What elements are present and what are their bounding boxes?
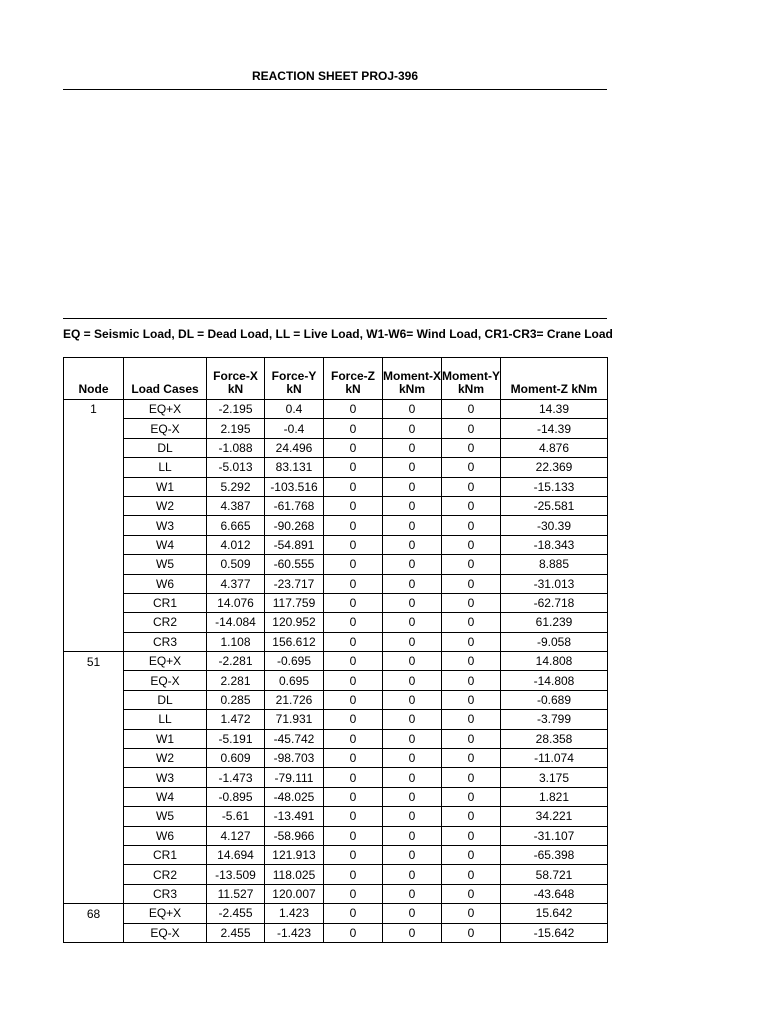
cell-moment-z: -11.074	[501, 749, 608, 768]
cell-force-x: -0.895	[207, 787, 265, 806]
header-moment-x: Moment-X kNm	[383, 358, 442, 400]
cell-force-x: 0.285	[207, 690, 265, 709]
cell-node	[64, 458, 124, 477]
cell-moment-y: 0	[442, 613, 501, 632]
cell-force-z: 0	[324, 923, 383, 942]
cell-force-z: 0	[324, 807, 383, 826]
cell-load-case: DL	[124, 690, 207, 709]
cell-force-y: -23.717	[265, 574, 324, 593]
cell-force-y: 0.695	[265, 671, 324, 690]
cell-load-case: LL	[124, 458, 207, 477]
cell-force-x: -1.088	[207, 438, 265, 457]
table-row	[64, 787, 608, 806]
cell-force-z: 0	[324, 496, 383, 515]
cell-force-x: -2.195	[207, 400, 265, 419]
table-row	[64, 749, 608, 768]
cell-node	[64, 419, 124, 438]
cell-moment-z: -15.133	[501, 477, 608, 496]
table-row	[64, 710, 608, 729]
cell-node	[64, 496, 124, 515]
cell-load-case: EQ-X	[124, 671, 207, 690]
cell-moment-x: 0	[383, 807, 442, 826]
cell-moment-z: -14.39	[501, 419, 608, 438]
cell-node	[64, 574, 124, 593]
cell-node	[64, 845, 124, 864]
cell-moment-y: 0	[442, 787, 501, 806]
cell-moment-x: 0	[383, 438, 442, 457]
cell-force-y: 83.131	[265, 458, 324, 477]
cell-force-z: 0	[324, 845, 383, 864]
cell-force-z: 0	[324, 787, 383, 806]
cell-node	[64, 710, 124, 729]
cell-moment-y: 0	[442, 865, 501, 884]
cell-force-x: 4.387	[207, 496, 265, 515]
cell-force-x: -1.473	[207, 768, 265, 787]
cell-force-z: 0	[324, 574, 383, 593]
cell-force-x: 2.195	[207, 419, 265, 438]
cell-moment-x: 0	[383, 768, 442, 787]
cell-moment-z: 58.721	[501, 865, 608, 884]
header-node: Node	[64, 358, 124, 400]
cell-moment-y: 0	[442, 574, 501, 593]
cell-load-case: W4	[124, 787, 207, 806]
cell-force-z: 0	[324, 749, 383, 768]
cell-moment-y: 0	[442, 652, 501, 671]
cell-moment-x: 0	[383, 574, 442, 593]
cell-moment-z: 61.239	[501, 613, 608, 632]
table-row	[64, 865, 608, 884]
table-row	[64, 496, 608, 515]
load-case-legend: EQ = Seismic Load, DL = Dead Load, LL = Live Load, W1-W6= Wind Load, CR1-CR3= Crane Load	[63, 327, 613, 341]
reaction-table	[63, 357, 608, 943]
cell-moment-x: 0	[383, 787, 442, 806]
cell-force-z: 0	[324, 632, 383, 651]
cell-force-z: 0	[324, 710, 383, 729]
cell-force-x: -2.281	[207, 652, 265, 671]
cell-node	[64, 632, 124, 651]
header-moment-y: Moment-Y kNm	[442, 358, 501, 400]
cell-force-z: 0	[324, 865, 383, 884]
cell-moment-y: 0	[442, 419, 501, 438]
cell-force-x: 14.076	[207, 593, 265, 612]
table-row	[64, 845, 608, 864]
cell-node	[64, 438, 124, 457]
cell-node: 51	[64, 652, 124, 671]
cell-moment-z: 8.885	[501, 555, 608, 574]
table-row	[64, 593, 608, 612]
cell-load-case: W4	[124, 535, 207, 554]
cell-load-case: W6	[124, 826, 207, 845]
cell-force-z: 0	[324, 438, 383, 457]
cell-moment-z: 1.821	[501, 787, 608, 806]
cell-force-y: -90.268	[265, 516, 324, 535]
cell-force-x: 11.527	[207, 884, 265, 903]
cell-node	[64, 749, 124, 768]
cell-moment-z: -65.398	[501, 845, 608, 864]
cell-load-case: EQ+X	[124, 904, 207, 923]
cell-force-y: 24.496	[265, 438, 324, 457]
cell-moment-x: 0	[383, 729, 442, 748]
cell-moment-y: 0	[442, 400, 501, 419]
cell-moment-y: 0	[442, 729, 501, 748]
cell-node	[64, 807, 124, 826]
cell-moment-x: 0	[383, 671, 442, 690]
section-divider	[63, 318, 607, 319]
title-divider	[63, 89, 607, 90]
cell-moment-z: 4.876	[501, 438, 608, 457]
cell-moment-y: 0	[442, 516, 501, 535]
cell-node	[64, 729, 124, 748]
cell-node	[64, 671, 124, 690]
cell-moment-y: 0	[442, 749, 501, 768]
cell-node	[64, 477, 124, 496]
cell-force-z: 0	[324, 400, 383, 419]
cell-force-x: 1.472	[207, 710, 265, 729]
cell-force-y: 120.952	[265, 613, 324, 632]
cell-moment-y: 0	[442, 477, 501, 496]
header-force-x: Force-X kN	[207, 358, 265, 400]
cell-moment-z: 15.642	[501, 904, 608, 923]
table-row	[64, 516, 608, 535]
cell-force-y: 121.913	[265, 845, 324, 864]
table-row	[64, 923, 608, 942]
cell-moment-y: 0	[442, 768, 501, 787]
table-row	[64, 438, 608, 457]
table-row	[64, 458, 608, 477]
cell-moment-x: 0	[383, 652, 442, 671]
cell-force-z: 0	[324, 458, 383, 477]
cell-force-y: -60.555	[265, 555, 324, 574]
header-row	[64, 358, 608, 400]
cell-force-x: 14.694	[207, 845, 265, 864]
table-row	[64, 613, 608, 632]
cell-moment-y: 0	[442, 438, 501, 457]
cell-node	[64, 826, 124, 845]
table-row	[64, 400, 608, 419]
cell-moment-y: 0	[442, 458, 501, 477]
cell-force-z: 0	[324, 768, 383, 787]
cell-moment-x: 0	[383, 904, 442, 923]
cell-load-case: W5	[124, 807, 207, 826]
cell-node	[64, 768, 124, 787]
cell-load-case: W1	[124, 729, 207, 748]
cell-load-case: EQ+X	[124, 400, 207, 419]
cell-node	[64, 787, 124, 806]
header-force-y: Force-Y kN	[265, 358, 324, 400]
cell-load-case: EQ-X	[124, 419, 207, 438]
cell-moment-z: -18.343	[501, 535, 608, 554]
cell-load-case: W3	[124, 516, 207, 535]
cell-moment-x: 0	[383, 845, 442, 864]
cell-moment-z: -15.642	[501, 923, 608, 942]
table-row	[64, 826, 608, 845]
table-row	[64, 477, 608, 496]
cell-moment-z: 14.808	[501, 652, 608, 671]
cell-moment-y: 0	[442, 710, 501, 729]
cell-moment-z: -30.39	[501, 516, 608, 535]
cell-moment-y: 0	[442, 923, 501, 942]
cell-moment-z: -62.718	[501, 593, 608, 612]
cell-force-y: -103.516	[265, 477, 324, 496]
table-body	[64, 400, 608, 943]
cell-moment-z: -31.107	[501, 826, 608, 845]
cell-force-z: 0	[324, 671, 383, 690]
cell-node	[64, 923, 124, 942]
cell-load-case: W3	[124, 768, 207, 787]
cell-force-y: 120.007	[265, 884, 324, 903]
cell-force-y: -79.111	[265, 768, 324, 787]
cell-node: 1	[64, 400, 124, 419]
table-row	[64, 535, 608, 554]
cell-force-z: 0	[324, 826, 383, 845]
cell-force-y: 118.025	[265, 865, 324, 884]
cell-node	[64, 865, 124, 884]
table-row	[64, 904, 608, 923]
cell-force-z: 0	[324, 555, 383, 574]
cell-force-z: 0	[324, 477, 383, 496]
cell-load-case: CR2	[124, 865, 207, 884]
cell-moment-x: 0	[383, 632, 442, 651]
cell-force-y: -48.025	[265, 787, 324, 806]
cell-moment-x: 0	[383, 458, 442, 477]
cell-force-x: -5.61	[207, 807, 265, 826]
table-row	[64, 671, 608, 690]
cell-moment-x: 0	[383, 749, 442, 768]
cell-moment-y: 0	[442, 555, 501, 574]
header-moment-z: Moment-Z kNm	[501, 358, 608, 400]
cell-force-x: 5.292	[207, 477, 265, 496]
cell-moment-z: -31.013	[501, 574, 608, 593]
cell-moment-x: 0	[383, 923, 442, 942]
table-row	[64, 574, 608, 593]
cell-moment-z: -25.581	[501, 496, 608, 515]
cell-force-x: -5.191	[207, 729, 265, 748]
cell-load-case: EQ+X	[124, 652, 207, 671]
cell-force-y: 1.423	[265, 904, 324, 923]
cell-force-y: -58.966	[265, 826, 324, 845]
table-row	[64, 768, 608, 787]
cell-moment-y: 0	[442, 535, 501, 554]
cell-load-case: W2	[124, 749, 207, 768]
cell-force-z: 0	[324, 593, 383, 612]
cell-force-x: 0.609	[207, 749, 265, 768]
cell-moment-z: 34.221	[501, 807, 608, 826]
cell-force-y: -45.742	[265, 729, 324, 748]
cell-moment-y: 0	[442, 632, 501, 651]
cell-moment-x: 0	[383, 400, 442, 419]
cell-force-x: -14.084	[207, 613, 265, 632]
sheet-title: REACTION SHEET PROJ-396	[251, 69, 419, 83]
cell-force-x: -2.455	[207, 904, 265, 923]
cell-load-case: CR3	[124, 632, 207, 651]
cell-load-case: DL	[124, 438, 207, 457]
cell-load-case: EQ-X	[124, 923, 207, 942]
cell-force-x: 6.665	[207, 516, 265, 535]
cell-force-x: 2.281	[207, 671, 265, 690]
cell-force-z: 0	[324, 613, 383, 632]
cell-node	[64, 613, 124, 632]
cell-force-x: 0.509	[207, 555, 265, 574]
table-row	[64, 419, 608, 438]
cell-moment-y: 0	[442, 496, 501, 515]
cell-force-y: 117.759	[265, 593, 324, 612]
cell-moment-x: 0	[383, 419, 442, 438]
cell-force-y: -0.4	[265, 419, 324, 438]
cell-load-case: W2	[124, 496, 207, 515]
cell-force-x: -5.013	[207, 458, 265, 477]
cell-moment-x: 0	[383, 865, 442, 884]
cell-moment-y: 0	[442, 593, 501, 612]
cell-moment-z: 14.39	[501, 400, 608, 419]
cell-moment-y: 0	[442, 690, 501, 709]
cell-force-y: -98.703	[265, 749, 324, 768]
cell-load-case: W5	[124, 555, 207, 574]
cell-node	[64, 516, 124, 535]
cell-moment-y: 0	[442, 671, 501, 690]
cell-moment-y: 0	[442, 904, 501, 923]
table-row	[64, 555, 608, 574]
cell-load-case: CR3	[124, 884, 207, 903]
cell-moment-x: 0	[383, 535, 442, 554]
cell-moment-z: 3.175	[501, 768, 608, 787]
cell-force-z: 0	[324, 904, 383, 923]
cell-force-x: 4.012	[207, 535, 265, 554]
cell-moment-x: 0	[383, 710, 442, 729]
cell-force-y: -54.891	[265, 535, 324, 554]
cell-moment-z: -0.689	[501, 690, 608, 709]
table-row	[64, 884, 608, 903]
cell-load-case: CR1	[124, 845, 207, 864]
cell-moment-z: 28.358	[501, 729, 608, 748]
cell-moment-x: 0	[383, 884, 442, 903]
cell-moment-x: 0	[383, 496, 442, 515]
cell-moment-x: 0	[383, 690, 442, 709]
cell-force-y: 21.726	[265, 690, 324, 709]
cell-moment-z: -9.058	[501, 632, 608, 651]
cell-force-y: -0.695	[265, 652, 324, 671]
header-load-cases: Load Cases	[124, 358, 207, 400]
cell-moment-y: 0	[442, 807, 501, 826]
cell-force-z: 0	[324, 516, 383, 535]
cell-force-z: 0	[324, 535, 383, 554]
header-force-z: Force-Z kN	[324, 358, 383, 400]
table-row	[64, 729, 608, 748]
cell-force-z: 0	[324, 690, 383, 709]
cell-load-case: CR2	[124, 613, 207, 632]
cell-load-case: W1	[124, 477, 207, 496]
cell-force-x: 4.127	[207, 826, 265, 845]
cell-force-y: -1.423	[265, 923, 324, 942]
cell-node	[64, 555, 124, 574]
cell-force-x: 1.108	[207, 632, 265, 651]
cell-moment-z: 22.369	[501, 458, 608, 477]
table-row	[64, 632, 608, 651]
cell-force-z: 0	[324, 419, 383, 438]
cell-load-case: W6	[124, 574, 207, 593]
cell-force-y: 71.931	[265, 710, 324, 729]
cell-force-y: 0.4	[265, 400, 324, 419]
cell-moment-z: -14.808	[501, 671, 608, 690]
cell-force-y: -13.491	[265, 807, 324, 826]
cell-load-case: LL	[124, 710, 207, 729]
table-row	[64, 690, 608, 709]
cell-moment-x: 0	[383, 555, 442, 574]
cell-moment-x: 0	[383, 826, 442, 845]
cell-moment-x: 0	[383, 613, 442, 632]
cell-force-x: -13.509	[207, 865, 265, 884]
cell-moment-z: -3.799	[501, 710, 608, 729]
cell-force-x: 4.377	[207, 574, 265, 593]
cell-force-z: 0	[324, 652, 383, 671]
cell-force-z: 0	[324, 729, 383, 748]
cell-node	[64, 690, 124, 709]
cell-moment-z: -43.648	[501, 884, 608, 903]
cell-force-y: -61.768	[265, 496, 324, 515]
cell-node	[64, 884, 124, 903]
cell-moment-x: 0	[383, 477, 442, 496]
cell-force-x: 2.455	[207, 923, 265, 942]
cell-moment-y: 0	[442, 826, 501, 845]
cell-moment-x: 0	[383, 593, 442, 612]
cell-load-case: CR1	[124, 593, 207, 612]
cell-node	[64, 535, 124, 554]
cell-force-y: 156.612	[265, 632, 324, 651]
cell-node	[64, 593, 124, 612]
table-row	[64, 652, 608, 671]
cell-force-z: 0	[324, 884, 383, 903]
cell-moment-y: 0	[442, 845, 501, 864]
cell-node: 68	[64, 904, 124, 923]
table-row	[64, 807, 608, 826]
cell-moment-y: 0	[442, 884, 501, 903]
cell-moment-x: 0	[383, 516, 442, 535]
